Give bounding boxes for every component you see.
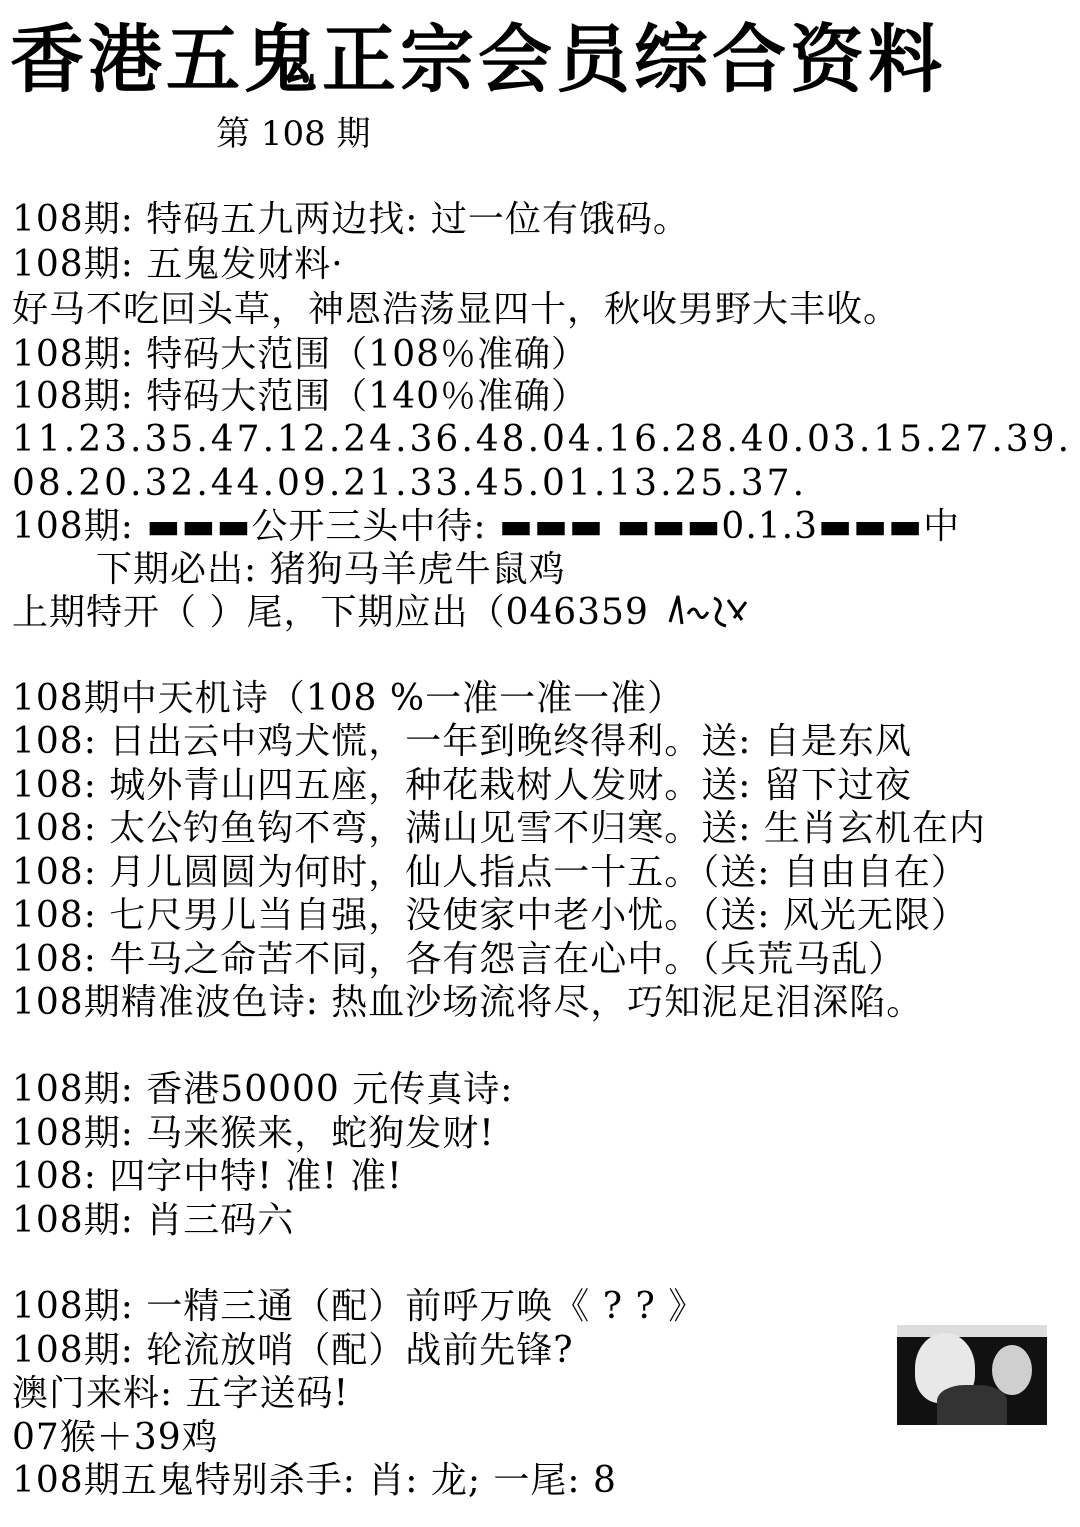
text-line: 108: 四字中特! 准! 准! [12, 1156, 403, 1197]
photo-image [897, 1325, 1047, 1425]
text-line: 07猴＋39鸡 [12, 1417, 219, 1458]
text-line: 108期中天机诗（108 %一准一准一准） [12, 678, 685, 719]
number-line: 08.20.32.44.09.21.33.45.01.13.25.37. [12, 463, 808, 504]
text-line: 108期: 特码大范围（140％准确） [12, 376, 588, 417]
text-line: 108期: 五鬼发财料· [12, 244, 344, 285]
text-line: 108: 太公钓鱼钩不弯，满山见雪不归寒。送: 生肖玄机在内 [12, 808, 986, 849]
text-line: 好马不吃回头草，神恩浩荡显四十，秋收男野大丰收。 [12, 289, 901, 330]
text-line: 上期特开（ ）尾，下期应出（046359 [12, 592, 649, 633]
text-line: 108期五鬼特别杀手: 肖: 龙; 一尾: 8 [12, 1460, 617, 1501]
text-line: 108期: 特码五九两边找: 过一位有饿码。 [12, 199, 690, 240]
text-line: 108: 七尺男儿当自强，没使家中老小忧。（送: 风光无限） [12, 895, 968, 936]
text-line: 108期: 轮流放哨（配）战前先锋? [12, 1330, 574, 1371]
text-line: 108期精准波色诗: 热血沙场流将尽，巧知泥足泪深陷。 [12, 982, 924, 1023]
text-line: 108期: ▬▬▬公开三头中待: ▬▬▬ ▬▬▬0.1.3▬▬▬中 [12, 506, 961, 547]
text-line: 108: 城外青山四五座，种花栽树人发财。送: 留下过夜 [12, 765, 912, 806]
number-line: 11.23.35.47.12.24.36.48.04.16.28.40.03.15.27.39. [12, 419, 1073, 460]
text-line: 108: 日出云中鸡犬慌，一年到晚终得利。送: 自是东风 [12, 721, 912, 762]
text-line: 108期: 特码大范围（108％准确） [12, 334, 588, 375]
text-line: 澳门来料: 五字送码! [12, 1373, 350, 1414]
text-line: 108期: 肖三码六 [12, 1200, 295, 1241]
text-line: 108: 牛马之命苦不同，各有怨言在心中。（兵荒马乱） [12, 939, 906, 980]
page-title: 香港五鬼正宗会员综合资料 [10, 17, 946, 103]
text-line: 108期: 香港50000 元传真诗: [12, 1069, 514, 1110]
text-line: 108期: 一精三通（配）前呼万唤《 ? ? 》 [12, 1286, 706, 1327]
text-line: 108: 月儿圆圆为何时，仙人指点一十五。（送: 自由自在） [12, 852, 968, 893]
text-line: 下期必出: 猪狗马羊虎牛鼠鸡 [96, 549, 566, 590]
text-line: 108期: 马来猴来，蛇狗发财! [12, 1113, 495, 1154]
handwritten-scribble [664, 588, 750, 632]
issue-number: 第 108 期 [216, 114, 371, 154]
